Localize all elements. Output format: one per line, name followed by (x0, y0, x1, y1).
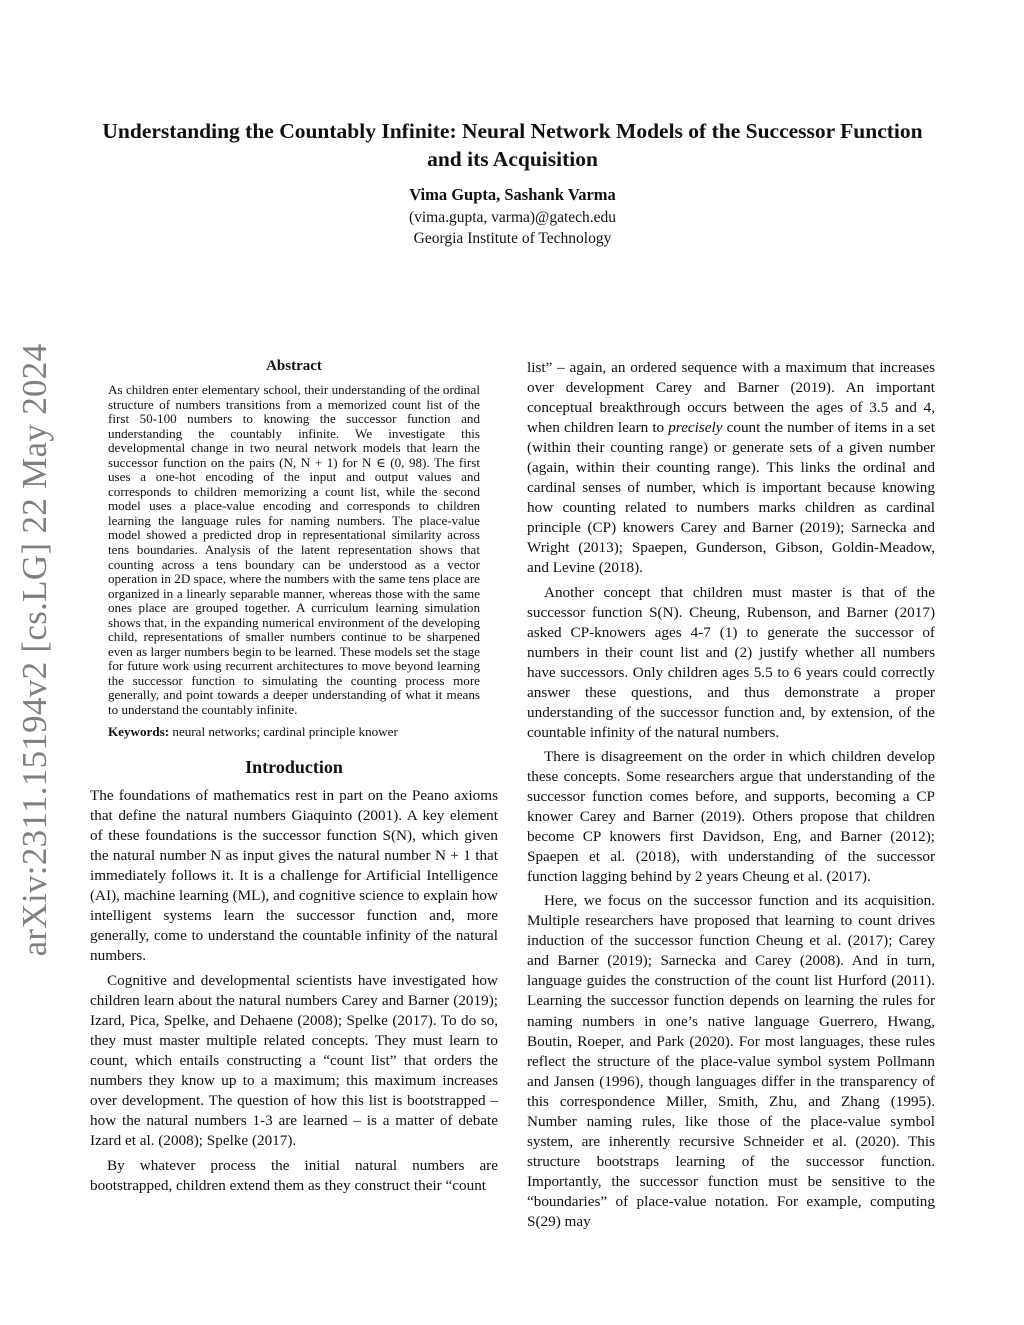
left-column (90, 358, 498, 1202)
continued-paragraph (527, 358, 935, 579)
intro-paragraph: Cognitive and developmental scientists have investigated how children learn about the natural numbers Carey and Barner (2019); Izard, Pica, Spelke, and Dehaene (2008); Spelke (2017). To do so, they must master multiple related concepts. They must learn to count, which entails constructing a “count list” that orders the numbers they know up to a maximum; this maximum increases over development. The question of how this list is bootstrapped – how the natural numbers 1-3 are learned – is a matter of debate Izard et al. (2008); Spelke (2017). (90, 972, 498, 1150)
paragraph-text: count the number of items in a set (within their counting range) or generate sets of a given number (again, within their counting range). This links the ordinal and cardinal senses of number, which is important because knowing how counting related to numbers marks children as cardinal principle (CP) knowers Carey and Barner (2019); Sarnecka and Wright (2013); Spaepen, Gunderson, Gibson, Goldin-Meadow, and Levine (2018). (527, 419, 936, 577)
body-paragraph: There is disagreement on the order in which children develop these concepts. Some researchers argue that understanding of the successor function comes before, and supports, becoming a CP knower Carey and Barner (2019). Others propose that children become CP knowers first Davidson, Eng, and Barner (2012); Spaepen et al. (2018), with understanding of the successor function lagging behind by 2 years Cheung et al. (2017). (527, 747, 935, 886)
keywords (108, 724, 480, 739)
paragraph-text: list” – again, an ordered sequence with a maximum that increases over development Carey and Barner (2019). An important conceptual breakthrough occurs between the ages of 3.5 and 4, when children learn to (527, 359, 935, 437)
abstract-text: As children enter elementary school, their understanding of the ordinal structure of numbers transitions from a memorized count list of the first 50-100 numbers to knowing the successor function and understanding the countably infinite. We investigate this developmental change in two neural network models that learn the successor function on the pairs (N, N + 1) for N ∈ (0, 98). The first uses a one-hot encoding of the input and output values and corresponds to children memorizing a count list, while the second model uses a place-value encoding and corresponds to children learning the language rules for naming numbers. The place-value model showed a predicted drop in representational similarity across tens boundaries. Analysis of the latent representation shows that counting across a tens boundary can be understood as a vector operation in 2D space, where the numbers with the same tens place are organized in a linearly separable manner, whereas those with the same ones place are grouped together. A curriculum learning simulation shows that, in the expanding numerical environment of the developing child, representations of smaller numbers continue to be sharpened even as larger numbers begin to be learned. These models set the stage for future work using recurrent architectures to move beyond learning the successor function to simulating the counting process more generally, and point towards a deeper understanding of what it means to understand the countably infinite. (108, 382, 480, 718)
body-paragraph: Here, we focus on the successor function and its acquisition. Multiple researchers have proposed that learning to count drives induction of the successor function Cheung et al. (2017); Carey and Barner (2019); Sarnecka and Carey (2008). And in turn, language guides the construction of the count list Hurford (2011). Learning the successor function depends on learning the rules for naming numbers in one’s native language Guerrero, Hwang, Boutin, Roeper, and Park (2020). For most languages, these rules reflect the structure of the place-value symbol system Pollmann and Jansen (1996), though languages differ in the transparency of this correspondence Miller, Smith, Zhu, and Zhang (1995). Number naming rules, like those of the place-value symbol system, are inherently recursive Schneider et al. (2020). This structure bootstraps learning of the successor function. Importantly, the successor function must be sensitive to the “boundaries” of place-value notation. For example, computing S(29) may (527, 892, 935, 1230)
author-affiliation: Georgia Institute of Technology (413, 230, 612, 247)
introduction-heading: Introduction (245, 756, 343, 777)
keywords-text: neural networks; cardinal principle knower (172, 723, 398, 739)
arxiv-watermark (0, 340, 70, 960)
abstract-heading: Abstract (266, 358, 322, 374)
arxiv-identifier: arXiv:2311.15194v2 [cs.LG] 22 May 2024 (15, 343, 54, 957)
right-column (527, 358, 935, 1236)
intro-paragraph: The foundations of mathematics rest in part on the Peano axioms that define the natural numbers Giaquinto (2001). A key element of these foundations is the successor function S(N), which given the natural number N as input gives the natural number N + 1 that immediately follows it. It is a challenge for Artificial Intelligence (AI), machine learning (ML), and cognitive science to explain how intelligent systems learn the successor function and, more generally, come to understand the countable infinity of the natural numbers. (90, 786, 498, 964)
author-names: Vima Gupta, Sashank Varma (409, 185, 616, 204)
keywords-label: Keywords: (108, 723, 170, 739)
paper-title: Understanding the Countably Infinite: Neural Network Models of the Successor Function and its Acquisition (102, 119, 923, 171)
intro-paragraph: By whatever process the initial natural numbers are bootstrapped, children extend them as they construct their “count (90, 1157, 498, 1195)
emphasis-text: precisely (668, 419, 723, 437)
author-email: (vima.gupta, varma)@gatech.edu (408, 209, 617, 226)
author-block (90, 184, 935, 249)
body-paragraph: Another concept that children must master is that of the successor function S(N). Cheung, Rubenson, and Barner (2017) asked CP-knowers ages 4-7 (1) to generate the successor of numbers in their count list and (2) justify whether all numbers have successors. Only children ages 5.5 to 6 years could correctly answer these questions, and thus demonstrate a proper understanding of the successor function and, by extension, of the countable infinity of the natural numbers. (527, 583, 935, 741)
